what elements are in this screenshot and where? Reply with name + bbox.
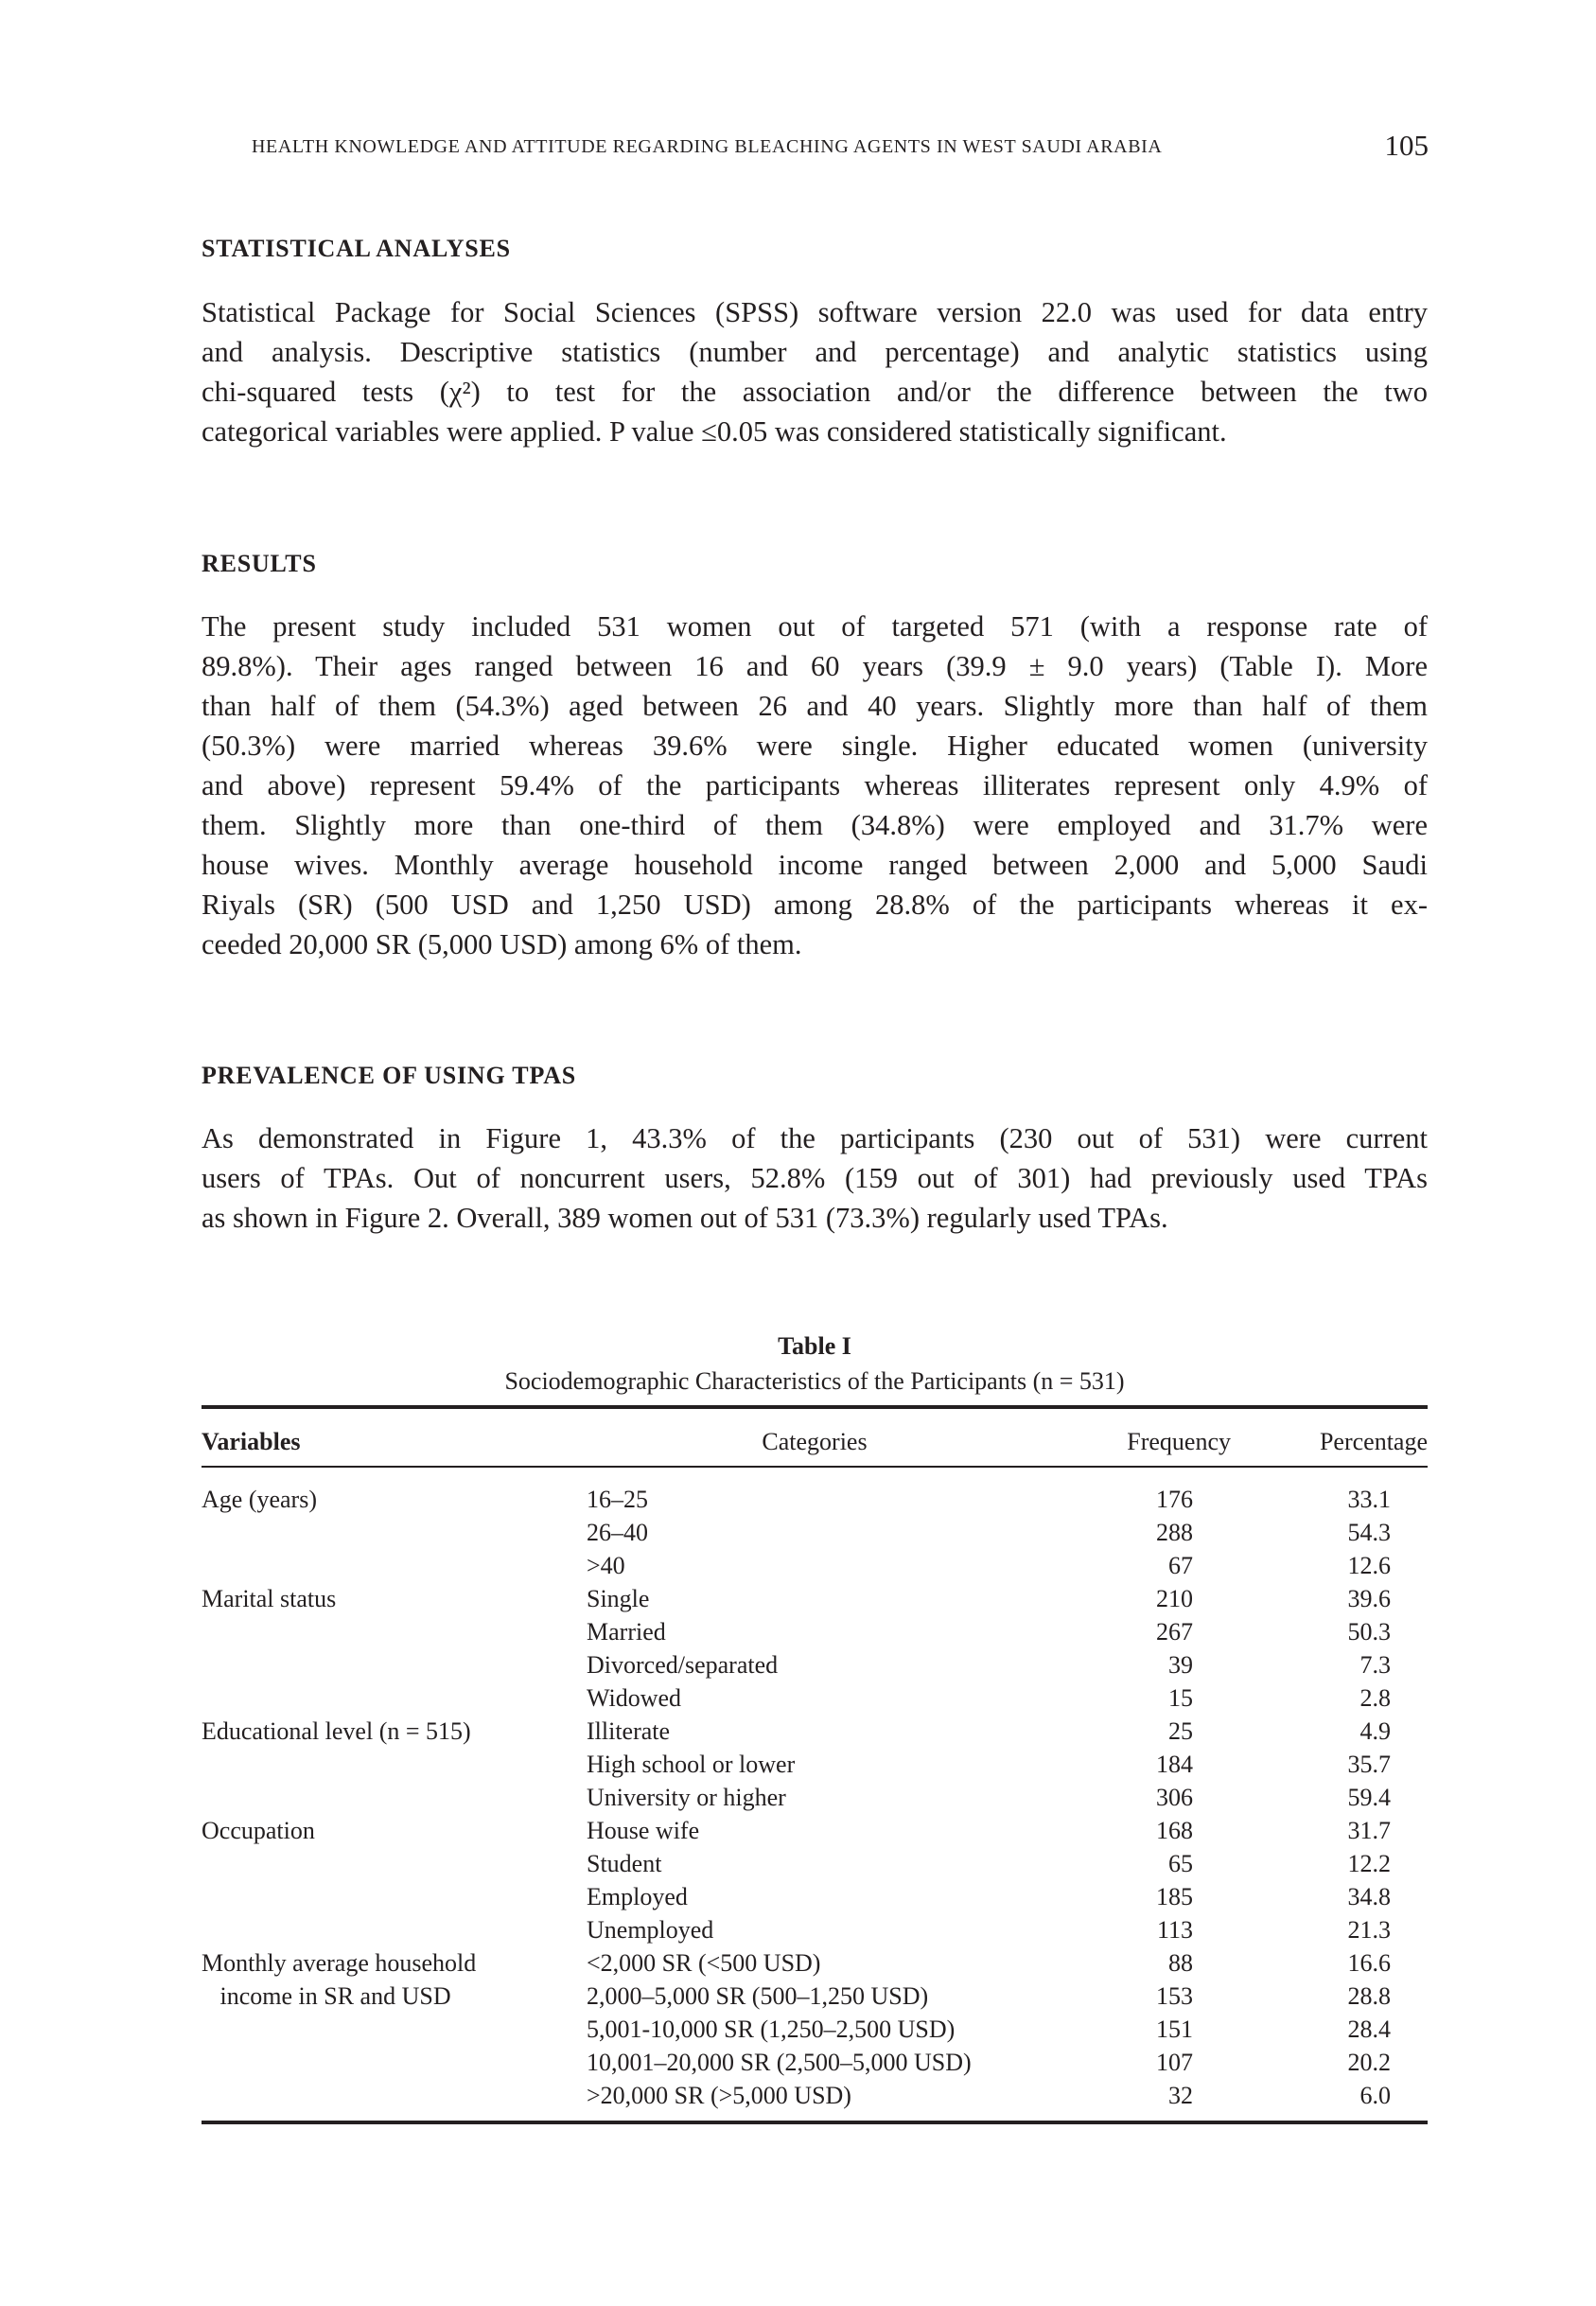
cell-frequency: 288 (1156, 1519, 1193, 1546)
cell-frequency: 267 (1156, 1618, 1193, 1646)
cell-percentage: 33.1 (1347, 1486, 1391, 1513)
cell-category: Widowed (587, 1684, 682, 1712)
cell-frequency: 65 (1168, 1850, 1193, 1877)
table-caption: Sociodemographic Characteristics of the Participants (n = 531) (504, 1367, 1125, 1395)
table-row (202, 1516, 1428, 1549)
table-row (202, 1615, 1428, 1648)
table-row (202, 1847, 1428, 1880)
cell-frequency: 32 (1168, 2082, 1193, 2109)
cell-percentage: 50.3 (1347, 1618, 1391, 1646)
paragraph-line: than half of them (54.3%) aged between 26 and 40 years. Slightly more than half of them (202, 690, 1428, 722)
table-row (202, 1648, 1428, 1681)
cell-frequency: 25 (1168, 1717, 1193, 1745)
cell-category: 5,001-10,000 SR (1,250–2,500 USD) (587, 2016, 956, 2043)
table-label: Table I (778, 1332, 851, 1360)
cell-variable: Occupation (202, 1817, 315, 1844)
cell-percentage: 35.7 (1347, 1751, 1391, 1778)
paragraph-prevalence (202, 1118, 1428, 1238)
table-row (202, 1681, 1428, 1715)
cell-percentage: 34.8 (1347, 1883, 1391, 1910)
table-row (202, 1549, 1428, 1582)
cell-category: Divorced/separated (587, 1651, 779, 1679)
paragraph-line: and above) represent 59.4% of the participants whereas illiterates represent only 4.9% of (202, 769, 1428, 801)
cell-frequency: 15 (1168, 1684, 1193, 1712)
cell-category: 16–25 (587, 1486, 648, 1513)
paragraph-line: Statistical Package for Social Sciences (SPSS) software version 22.0 was used for data entry (202, 296, 1428, 328)
cell-category: Employed (587, 1883, 688, 1910)
table-row (202, 1748, 1428, 1781)
section-heading-prevalence: PREVALENCE OF USING TPAS (202, 1062, 577, 1089)
cell-variable: Age (years) (202, 1486, 317, 1513)
cell-category: House wife (587, 1817, 700, 1844)
table-row (202, 1582, 1428, 1615)
section-heading-statistical-analyses: STATISTICAL ANALYSES (202, 235, 511, 262)
cell-frequency: 151 (1156, 2016, 1193, 2043)
cell-category: High school or lower (587, 1751, 796, 1778)
cell-variable: Marital status (202, 1585, 337, 1612)
cell-frequency: 176 (1156, 1486, 1193, 1513)
cell-percentage: 16.6 (1347, 1949, 1391, 1977)
cell-frequency: 67 (1168, 1552, 1193, 1579)
paragraph-line: house wives. Monthly average household income ranged between 2,000 and 5,000 Saudi (202, 849, 1428, 881)
table-bottom-rule (202, 2121, 1428, 2124)
column-header-percentage: Percentage (1319, 1428, 1428, 1455)
paragraph-line: As demonstrated in Figure 1, 43.3% of the participants (230 out of 531) were current (202, 1122, 1428, 1154)
cell-percentage: 6.0 (1359, 2082, 1391, 2109)
paragraph-line: users of TPAs. Out of noncurrent users, 52.8% (159 out of 301) had previously used TPAs (202, 1162, 1428, 1194)
cell-variable: Monthly average household (202, 1949, 477, 1977)
paragraph-line: and analysis. Descriptive statistics (number and percentage) and analytic statistics using (202, 336, 1428, 368)
page-number: 105 (1384, 129, 1429, 162)
cell-percentage: 12.2 (1347, 1850, 1391, 1877)
table-row (202, 1781, 1428, 1814)
cell-percentage: 4.9 (1359, 1717, 1391, 1745)
cell-percentage: 28.4 (1347, 2016, 1391, 2043)
cell-category: University or higher (587, 1784, 786, 1811)
table-row (202, 1715, 1428, 1748)
cell-percentage: 54.3 (1347, 1519, 1391, 1546)
cell-percentage: 2.8 (1359, 1684, 1391, 1712)
cell-category: Illiterate (587, 1717, 671, 1745)
table-top-rule (202, 1405, 1428, 1409)
paragraph-line: them. Slightly more than one-third of them (34.8%) were employed and 31.7% were (202, 809, 1428, 841)
cell-category: >40 (587, 1552, 625, 1579)
cell-frequency: 185 (1156, 1883, 1193, 1910)
table-body (202, 1483, 1428, 2112)
paragraph-line: The present study included 531 women out of targeted 571 (with a response rate of (202, 610, 1428, 643)
table-row (202, 1814, 1428, 1847)
cell-variable: income in SR and USD (202, 1982, 451, 2010)
cell-category: 10,001–20,000 SR (2,500–5,000 USD) (587, 2049, 972, 2076)
cell-percentage: 20.2 (1347, 2049, 1391, 2076)
paragraph-line: ceeded 20,000 SR (5,000 USD) among 6% of them. (202, 928, 802, 960)
paragraph-line: Riyals (SR) (500 USD and 1,250 USD) among 28.8% of the participants whereas it ex- (202, 889, 1428, 921)
column-header-categories: Categories (762, 1428, 868, 1455)
cell-percentage: 39.6 (1347, 1585, 1391, 1612)
cell-percentage: 7.3 (1359, 1651, 1391, 1679)
cell-category: 2,000–5,000 SR (500–1,250 USD) (587, 1982, 929, 2010)
cell-frequency: 113 (1156, 1916, 1193, 1944)
cell-frequency: 107 (1156, 2049, 1193, 2076)
table-row (202, 2013, 1428, 2046)
cell-category: Single (587, 1585, 650, 1612)
paragraph-line: as shown in Figure 2. Overall, 389 women out of 531 (73.3%) regularly used TPAs. (202, 1202, 1168, 1234)
cell-percentage: 12.6 (1347, 1552, 1391, 1579)
paragraph-line: chi-squared tests (χ²) to test for the association and/or the difference between the two (202, 376, 1428, 408)
cell-category: Unemployed (587, 1916, 714, 1944)
table-row (202, 1483, 1428, 1516)
cell-percentage: 31.7 (1347, 1817, 1391, 1844)
cell-percentage: 59.4 (1347, 1784, 1391, 1811)
cell-variable: Educational level (n = 515) (202, 1717, 471, 1745)
table-row (202, 1980, 1428, 2013)
table-row (202, 2046, 1428, 2079)
paragraph-results (202, 607, 1428, 964)
paragraph-line: categorical variables were applied. P value ≤0.05 was considered statistically significant. (202, 415, 1227, 448)
running-header: HEALTH KNOWLEDGE AND ATTITUDE REGARDING BLEACHING AGENTS IN WEST SAUDI ARABIA (252, 136, 1163, 157)
table-row (202, 1913, 1428, 1946)
column-header-variables: Variables (202, 1428, 301, 1455)
table-header-rule (202, 1466, 1428, 1468)
table-row (202, 1880, 1428, 1913)
cell-frequency: 184 (1156, 1751, 1193, 1778)
cell-frequency: 39 (1168, 1651, 1193, 1679)
paragraph-line: 89.8%). Their ages ranged between 16 and 60 years (39.9 ± 9.0 years) (Table I). More (202, 650, 1428, 682)
cell-frequency: 168 (1156, 1817, 1193, 1844)
cell-category: <2,000 SR (<500 USD) (587, 1949, 821, 1977)
cell-category: Student (587, 1850, 662, 1877)
cell-percentage: 21.3 (1347, 1916, 1391, 1944)
cell-frequency: 210 (1156, 1585, 1193, 1612)
cell-frequency: 88 (1168, 1949, 1193, 1977)
table-row (202, 2079, 1428, 2112)
paragraph-line: (50.3%) were married whereas 39.6% were single. Higher educated women (university (202, 730, 1428, 762)
cell-category: Married (587, 1618, 666, 1646)
cell-category: 26–40 (587, 1519, 648, 1546)
section-heading-results: RESULTS (202, 550, 317, 577)
cell-frequency: 306 (1156, 1784, 1193, 1811)
cell-frequency: 153 (1156, 1982, 1193, 2010)
cell-category: >20,000 SR (>5,000 USD) (587, 2082, 851, 2109)
paragraph-statistical-analyses (202, 292, 1428, 451)
column-header-frequency: Frequency (1127, 1428, 1231, 1455)
table-row (202, 1946, 1428, 1980)
cell-percentage: 28.8 (1347, 1982, 1391, 2010)
table-header-row (202, 1425, 1428, 1458)
